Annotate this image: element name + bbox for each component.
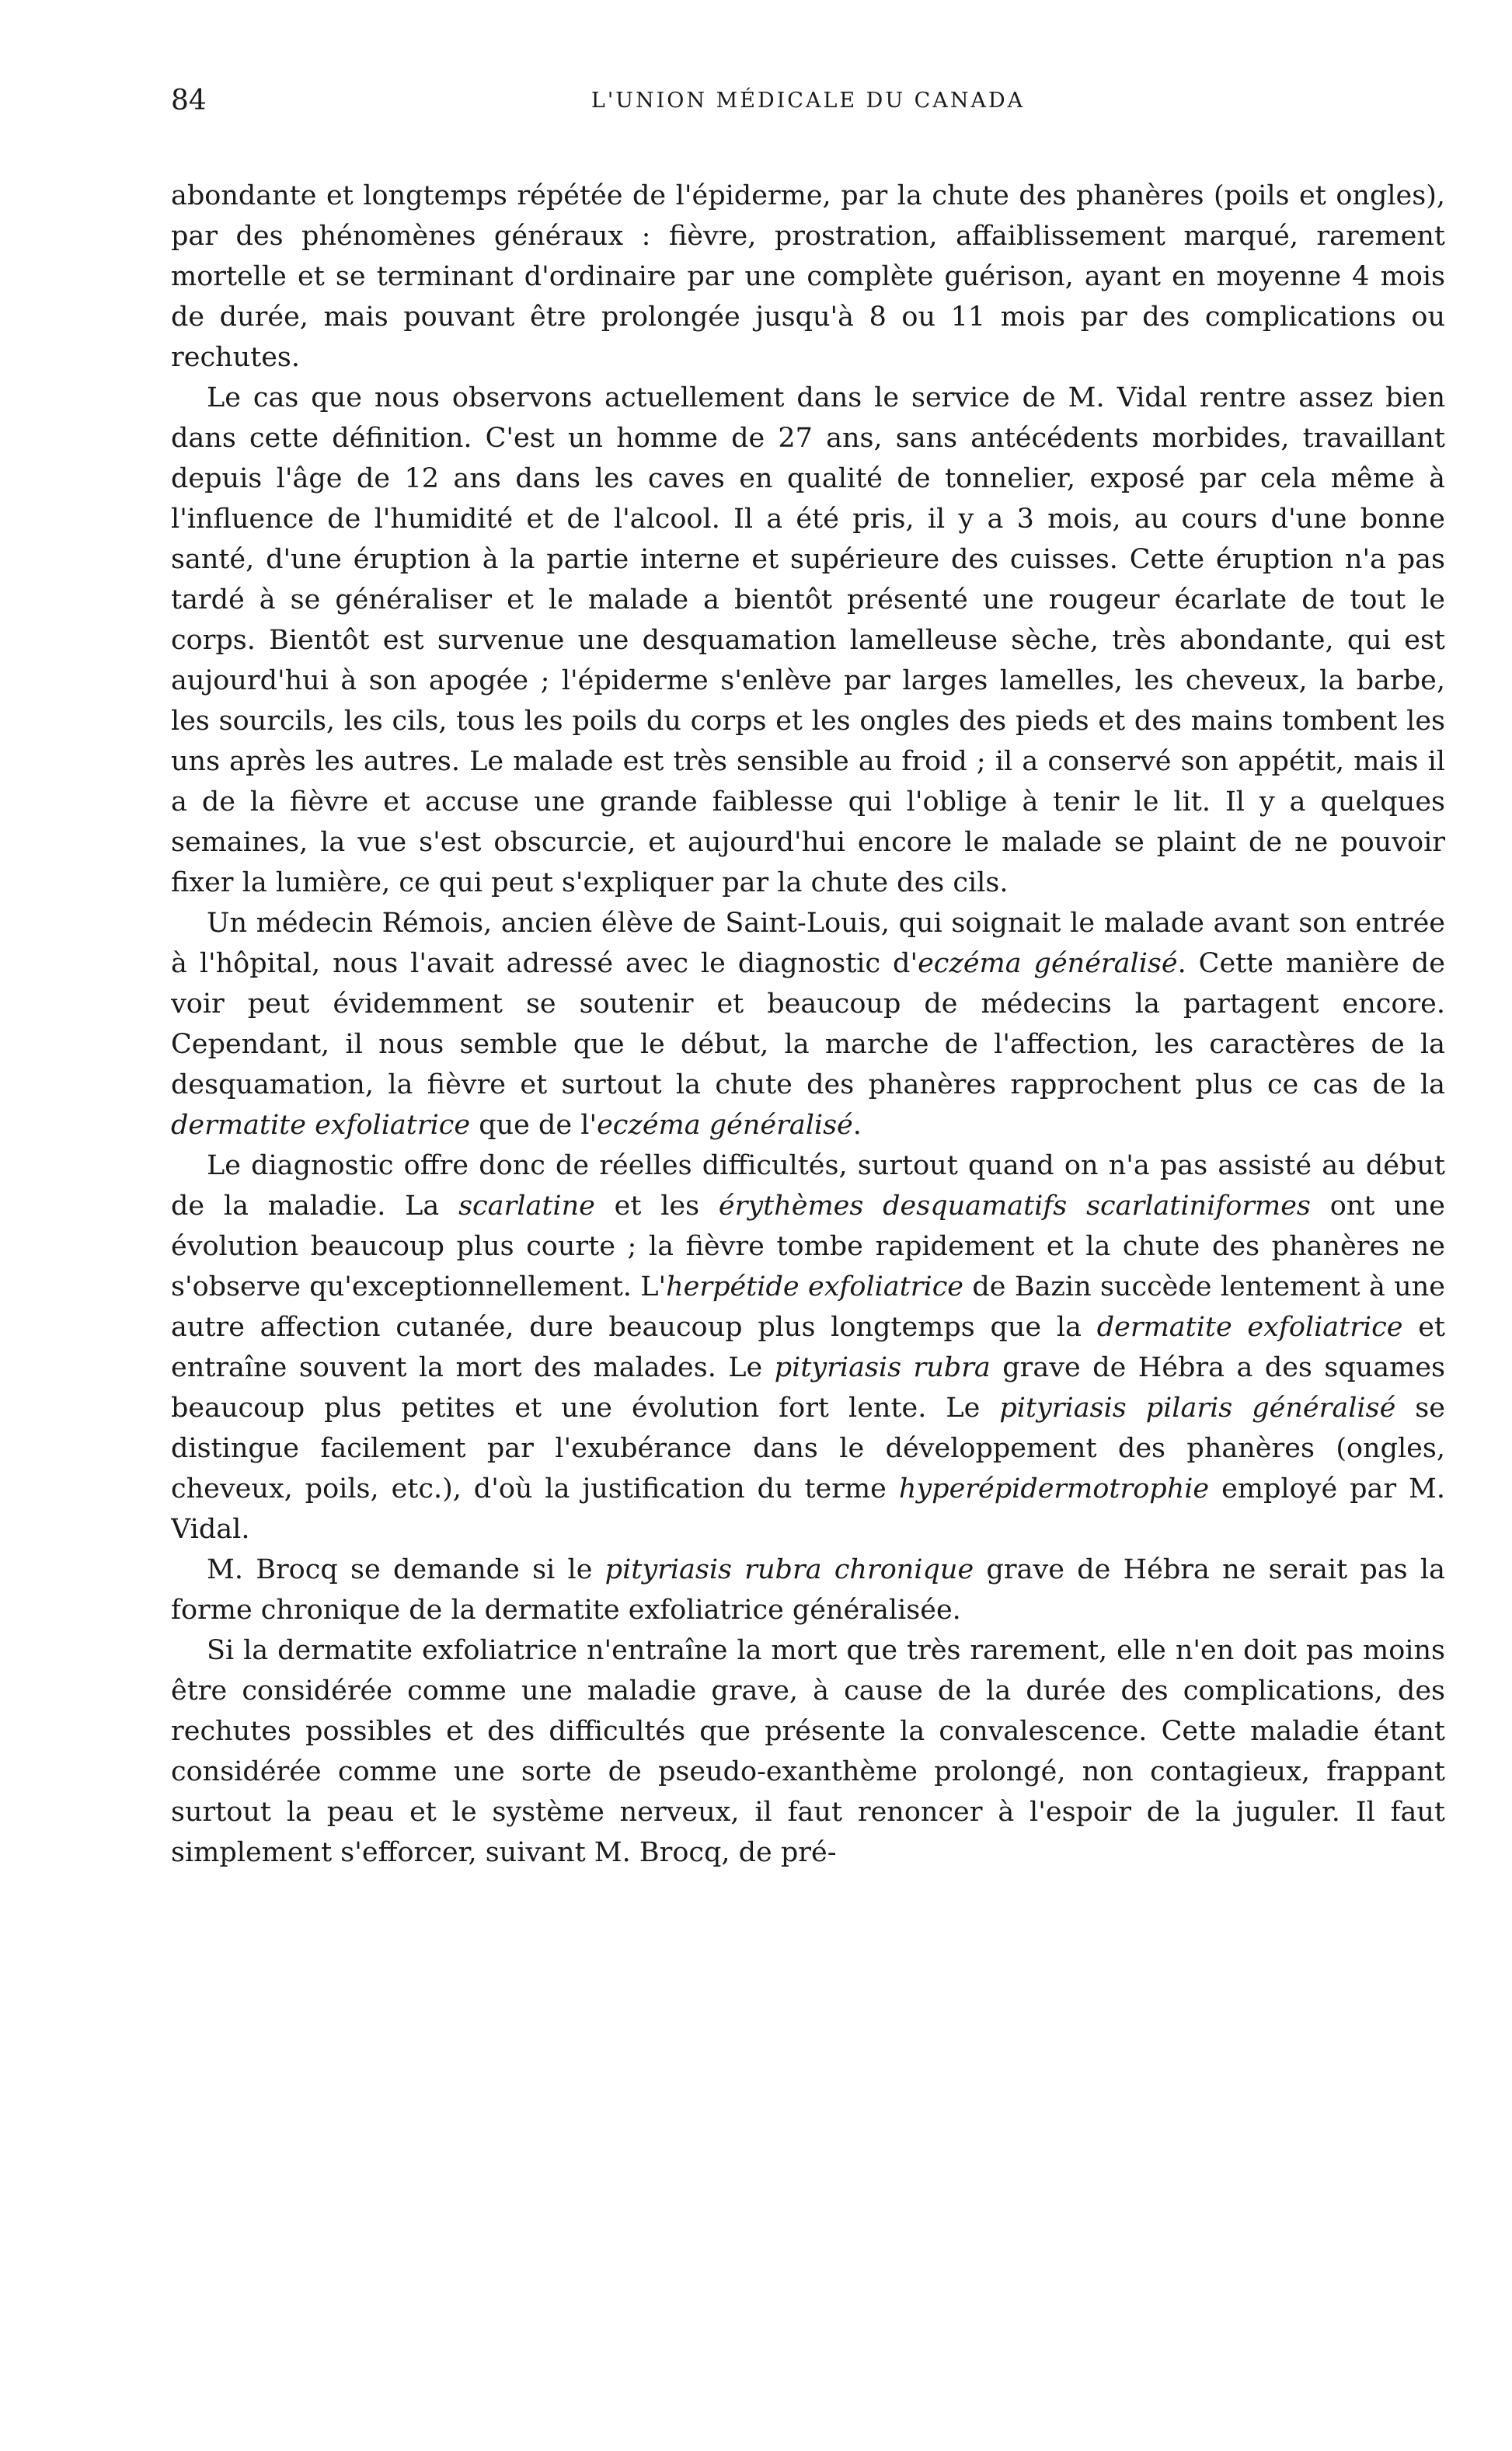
italic-term: eczéma généralisé (597, 1110, 853, 1141)
paragraph (171, 378, 1445, 903)
italic-term: eczéma généralisé (918, 948, 1178, 979)
paragraph (171, 1145, 1445, 1550)
text-run: Le diagnostic offre donc de réelles difficultés, surtout quand on n'a pas assisté au début de la maladie. La (171, 1150, 1445, 1222)
paragraph (171, 1550, 1445, 1630)
text-run: que de l' (470, 1110, 597, 1141)
text-run: ont une évolution beaucoup plus courte ; la fièvre tombe rapidement et la chute des phanères ne s'observe qu'exceptionnellement. L' (171, 1191, 1445, 1302)
paragraph (171, 176, 1445, 378)
text-run: se distingue facilement par l'exubérance dans le développement des phanères (ongles, cheveux, poils, etc.), d'où la justification du terme (171, 1393, 1445, 1504)
paragraph (171, 903, 1445, 1145)
text-run: grave de Hébra a des squames beaucoup plus petites et une évolution fort lente. Le (171, 1352, 1445, 1424)
paragraph (171, 1630, 1445, 1873)
text-run: abondante et longtemps répétée de l'épiderme, par la chute des phanères (poils et ongles), par des phénomènes généraux : fièvre, prostration, affaiblissement marqué, rarement mortelle et se terminant d'ordinaire par une complète guérison, ayant en moyenne 4 mois de durée, mais pouvant être prolongée jusqu'à 8 ou 11 mois par des complications ou rechutes. (171, 180, 1445, 373)
italic-term: scarlatine (458, 1191, 595, 1222)
page (171, 78, 1445, 2393)
text-run: et les (594, 1191, 719, 1222)
text-run: Si la dermatite exfoliatrice n'entraîne la mort que très rarement, elle n'en doit pas moins être considérée comme une maladie grave, à cause de la durée des complications, des rechutes possibles et des difficultés que présente la convalescence. Cette maladie étant considérée comme une sorte de pseudo-exanthème prolongé, non contagieux, frappant surtout la peau et le système nerveux, il faut renoncer à l'espoir de la juguler. Il faut simplement s'efforcer, suivant M. Brocq, de pré- (171, 1635, 1445, 1868)
italic-term: dermatite exfoliatrice (1096, 1312, 1403, 1343)
italic-term: pityriasis pilaris généralisé (999, 1393, 1396, 1424)
italic-term: pityriasis rubra (774, 1352, 991, 1383)
italic-term: herpétide exfoliatrice (666, 1271, 964, 1302)
text-run: . Cette manière de voir peut évidemment se soutenir et beaucoup de médecins la partagent encore. Cependant, il nous semble que le début, la marche de l'affection, les caractères de la desquamation, la fièvre et surtout la chute des phanères rapprochent plus ce cas de la (171, 948, 1445, 1100)
article-body (171, 176, 1445, 1873)
running-title: L'UNION MÉDICALE DU CANADA (591, 89, 1026, 113)
italic-term: érythèmes desquamatifs scarlatiniformes (718, 1191, 1311, 1222)
text-run: . (852, 1110, 862, 1141)
italic-term: dermatite exfoliatrice (171, 1110, 471, 1141)
italic-term: pityriasis rubra chronique (604, 1554, 974, 1585)
text-run: Un médecin Rémois, ancien élève de Saint-Louis, qui soignait le malade avant son entrée à l'hôpital, nous l'avait adressé avec le diagnostic d' (171, 908, 1445, 979)
text-run: grave de Hébra ne serait pas la forme chronique de la dermatite exfoliatrice généralisée. (171, 1554, 1445, 1626)
text-run: et entraîne souvent la mort des malades. Le (171, 1312, 1445, 1383)
italic-term: hyperépidermotrophie (898, 1473, 1210, 1504)
page-header (171, 78, 1445, 132)
page-number: 84 (171, 85, 207, 117)
text-run: employé par M. Vidal. (171, 1473, 1445, 1545)
text-run: M. Brocq se demande si le (207, 1554, 605, 1585)
text-run: Le cas que nous observons actuellement dans le service de M. Vidal rentre assez bien dans cette définition. C'est un homme de 27 ans, sans antécédents morbides, travaillant depuis l'âge de 12 ans dans les caves en qualité de tonnelier, exposé par cela même à l'influence de l'humidité et de l'alcool. Il a été pris, il y a 3 mois, au cours d'une bonne santé, d'une éruption à la partie interne et supérieure des cuisses. Cette éruption n'a pas tardé à se généraliser et le malade a bientôt présenté une rougeur écarlate de tout le corps. Bientôt est survenue une desquamation lamelleuse sèche, très abondante, qui est aujourd'hui à son apogée ; l'épiderme s'enlève par larges lamelles, les cheveux, la barbe, les sourcils, les cils, tous les poils du corps et les ongles des pieds et des mains tombent les uns après les autres. Le malade est très sensible au froid ; il a conservé son appétit, mais il a de la fièvre et accuse une grande faiblesse qui l'oblige à tenir le lit. Il y a quelques semaines, la vue s'est obscurcie, et aujourd'hui encore le malade se plaint de ne pouvoir fixer la lumière, ce qui peut s'expliquer par la chute des cils. (171, 382, 1445, 898)
text-run: de Bazin succède lentement à une autre affection cutanée, dure beaucoup plus longtemps que la (171, 1271, 1445, 1343)
